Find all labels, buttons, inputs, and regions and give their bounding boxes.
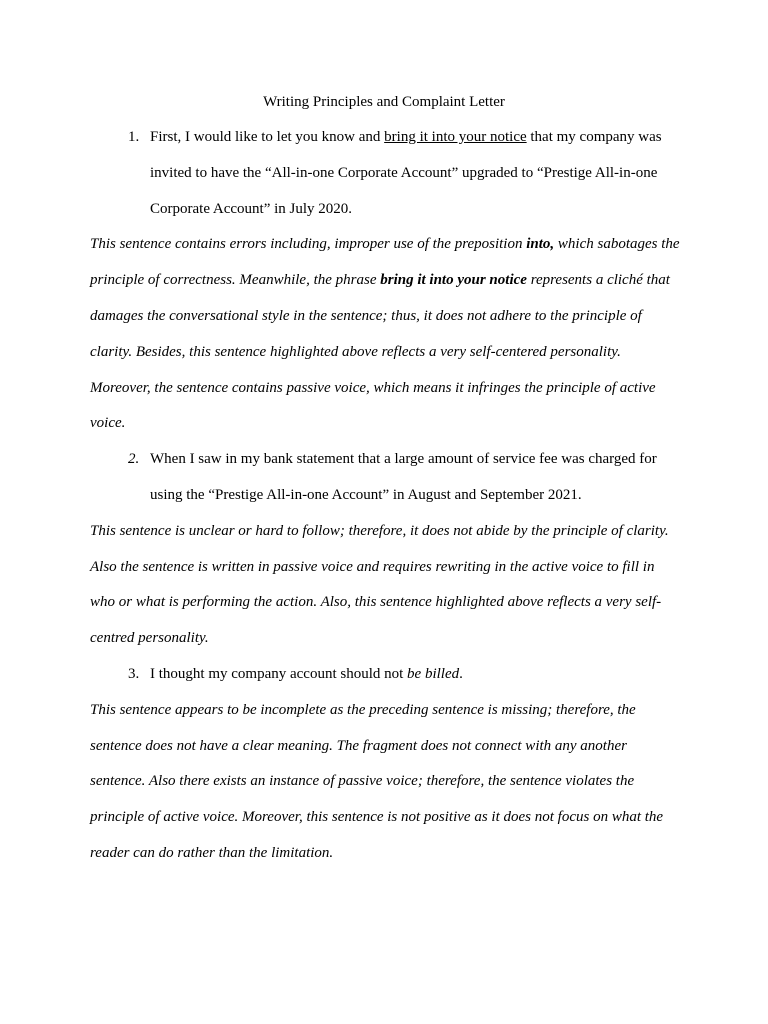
item-3-text-before: I thought my company account should not xyxy=(150,665,408,682)
comment-1-part2: which sabotages the principle of correctness. Meanwhile, the phrase xyxy=(90,236,680,289)
document-body xyxy=(90,120,680,872)
comment-3: This sentence appears to be incomplete as the preceding sentence is missing; therefore, the sentence does not have a clear meaning. The fragment does not connect with any another sentence. Also there exists an instance of passive voice; therefore, the sentence violates the principle of active voice. Moreover, this sentence is not positive as it does not focus on what the reader can do rather than the limitation. xyxy=(90,701,664,861)
item-number-1: 1. xyxy=(128,129,140,145)
comment-1 xyxy=(90,227,680,442)
item-1-text-after: that my company was invited to have the “All-in-one Corporate Account” upgraded to “Prestige All-in-one Corporate Account” in July 2020. xyxy=(150,129,662,217)
item-3-text-after: . xyxy=(459,665,463,682)
comment-1-part1: This sentence contains errors including, improper use of the preposition xyxy=(90,236,527,253)
item-2-text: When I saw in my bank statement that a large amount of service fee was charged for using the “Prestige All-in-one Account” in August and September 2021. xyxy=(150,451,657,503)
document-title: Writing Principles and Complaint Letter xyxy=(263,94,505,110)
numbered-item-2 xyxy=(90,442,680,514)
item-number-3: 3. xyxy=(128,665,140,682)
item-3-italic-phrase: be billed xyxy=(407,665,460,682)
comment-2: This sentence is unclear or hard to follow; therefore, it does not abide by the principle of clarity. Also the sentence is written in passive voice and requires rewriting in the active voice to fill in who or what is performing the action. Also, this sentence highlighted above reflects a very self-centred personality. xyxy=(90,522,669,647)
comment-1-bold2: bring it into your notice xyxy=(380,272,527,289)
numbered-item-1 xyxy=(90,120,680,227)
item-number-2: 2. xyxy=(128,451,140,468)
item-1-underlined-phrase: bring it into your notice xyxy=(384,129,527,145)
item-1-text-before: First, I would like to let you know and xyxy=(150,129,385,145)
numbered-item-3 xyxy=(90,657,680,693)
comment-1-bold1: into, xyxy=(526,236,555,253)
comment-1-part3: represents a cliché that damages the conversational style in the sentence; thus, it does not adhere to the principle of clarity. Besides, this sentence highlighted above reflects a very self-centered personality. Moreover, the sentence contains passive voice, which means it infringes the principle of active voice. xyxy=(90,272,670,432)
